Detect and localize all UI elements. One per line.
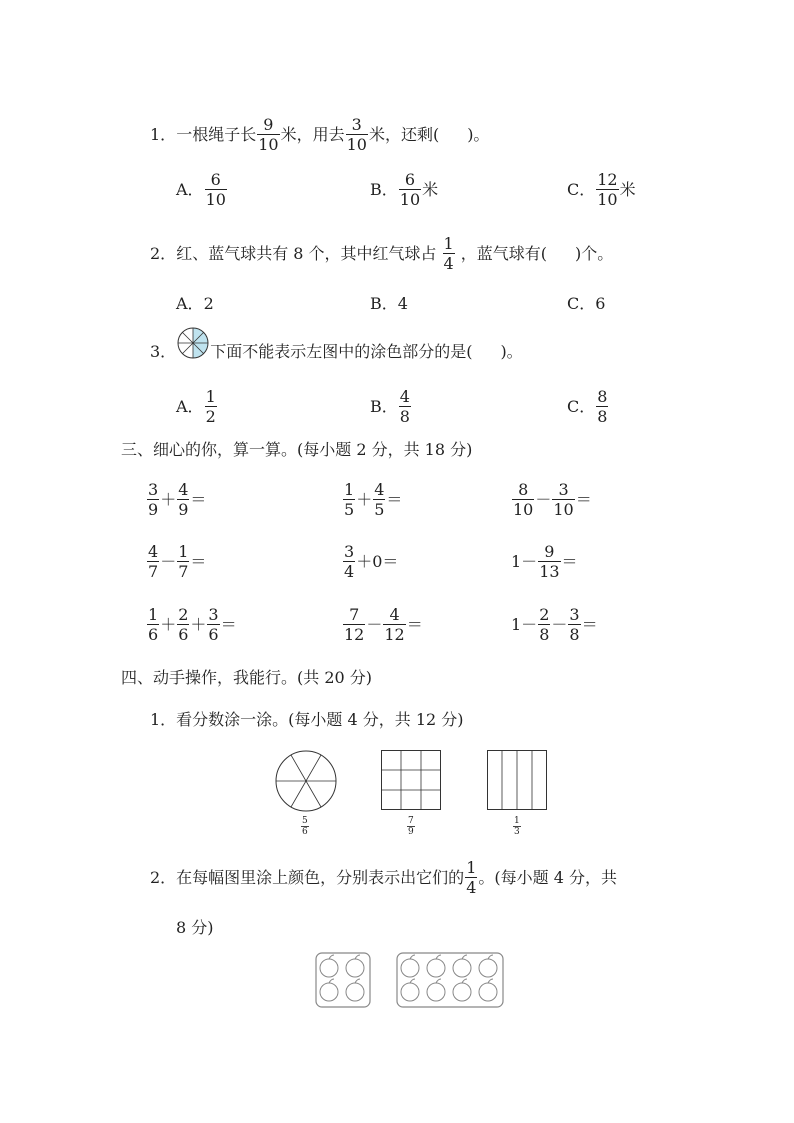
option-label: C． bbox=[567, 179, 596, 199]
option-label: C． bbox=[567, 396, 596, 416]
q2-text-1: 红、蓝气球共有 8 个，其中红气球占 bbox=[176, 243, 437, 263]
apple-tray-4-figure[interactable] bbox=[315, 952, 371, 1008]
q2-text-2: ，蓝气球有( bbox=[460, 243, 547, 263]
q3-option-b[interactable] bbox=[370, 387, 412, 426]
section-4-title: 四、动手操作，我能行。(共 20 分) bbox=[121, 668, 373, 687]
option-value: 6 bbox=[595, 294, 606, 313]
q3-option-c[interactable] bbox=[567, 387, 609, 426]
option-unit: 米 bbox=[619, 179, 636, 199]
q1-text-1: 一根绳子长 bbox=[176, 124, 257, 144]
q1-text-2: 米，用去 bbox=[280, 124, 345, 144]
q2-text-3: )个。 bbox=[574, 243, 614, 263]
q1-option-a[interactable] bbox=[176, 170, 228, 209]
q2-option-b[interactable] bbox=[370, 294, 408, 314]
label-seven-ninths: 7 9 bbox=[408, 816, 414, 837]
q1-option-c[interactable] bbox=[567, 170, 636, 209]
calc-1[interactable]: 3 9 ＋ 4 9 ＝ bbox=[148, 480, 207, 519]
q2-number: 2． bbox=[150, 243, 177, 263]
calc-9[interactable]: 1－ 2 8 － 3 8 ＝ bbox=[511, 605, 598, 644]
q2-fraction: 1 4 bbox=[443, 234, 454, 273]
calc-5[interactable]: 3 4 ＋0＝ bbox=[344, 542, 399, 581]
question-1 bbox=[150, 115, 489, 154]
label-five-sixths: 5 6 bbox=[302, 816, 308, 837]
option-value: 2 bbox=[203, 294, 214, 313]
circle-sixths-figure[interactable] bbox=[275, 750, 337, 812]
q2-option-a[interactable] bbox=[176, 294, 214, 314]
sec4-q2-text: 2．在每幅图里涂上颜色，分别表示出它们的 1 4 。(每小题 4 分，共 bbox=[150, 858, 617, 897]
question-2 bbox=[150, 234, 613, 273]
option-fraction: 12 10 bbox=[597, 170, 618, 209]
apple-tray-8-figure[interactable] bbox=[396, 952, 504, 1008]
option-label: B． bbox=[370, 179, 398, 199]
calc-7[interactable]: 1 6 ＋ 2 6 ＋ 3 6 ＝ bbox=[148, 605, 237, 644]
option-unit: 米 bbox=[422, 179, 439, 199]
q1-option-b[interactable] bbox=[370, 170, 438, 209]
calc-8[interactable]: 7 12 － 4 12 ＝ bbox=[344, 605, 423, 644]
q1-number: 1． bbox=[150, 124, 177, 144]
q3-number: 3． bbox=[150, 342, 177, 361]
calc-3[interactable]: 8 10 － 3 10 ＝ bbox=[513, 480, 592, 519]
option-label: A． bbox=[176, 179, 204, 199]
calc-2[interactable]: 1 5 ＋ 4 5 ＝ bbox=[344, 480, 403, 519]
option-fraction: 4 8 bbox=[399, 387, 410, 426]
option-label: A． bbox=[176, 294, 204, 313]
option-label: B． bbox=[370, 294, 398, 313]
calc-6[interactable]: 1－ 9 13 ＝ bbox=[511, 542, 578, 581]
q1-fraction-used: 3 10 bbox=[346, 115, 367, 154]
calc-4[interactable]: 4 7 － 1 7 ＝ bbox=[148, 542, 207, 581]
grid-ninths-figure[interactable] bbox=[381, 750, 441, 810]
q1-text-4: )。 bbox=[467, 124, 490, 144]
q3-text-2: )。 bbox=[500, 342, 523, 361]
q3-text-1: 下面不能表示左图中的涂色部分的是( bbox=[210, 342, 473, 361]
option-fraction: 8 8 bbox=[597, 387, 608, 426]
option-fraction: 6 10 bbox=[399, 170, 421, 209]
option-fraction: 6 10 bbox=[205, 170, 226, 209]
q2-option-c[interactable] bbox=[567, 294, 605, 314]
label-one-third: 1 3 bbox=[514, 816, 520, 837]
shaded-circle-figure bbox=[177, 327, 209, 359]
q1-fraction-length: 9 10 bbox=[258, 115, 279, 154]
option-label: B． bbox=[370, 396, 398, 416]
option-label: C． bbox=[567, 294, 596, 313]
option-fraction: 1 2 bbox=[205, 387, 216, 426]
option-label: A． bbox=[176, 396, 204, 416]
sec4-q1-text: 1．看分数涂一涂。(每小题 4 分，共 12 分) bbox=[150, 710, 464, 729]
sec4-q2-text-cont: 8 分) bbox=[176, 918, 214, 937]
q1-text-3: 米，还剩( bbox=[368, 124, 440, 144]
option-value: 4 bbox=[397, 294, 408, 313]
section-3-title: 三、细心的你，算一算。(每小题 2 分，共 18 分) bbox=[121, 440, 473, 459]
q3-option-a[interactable] bbox=[176, 387, 218, 426]
rectangle-quarters-figure[interactable] bbox=[487, 750, 547, 810]
